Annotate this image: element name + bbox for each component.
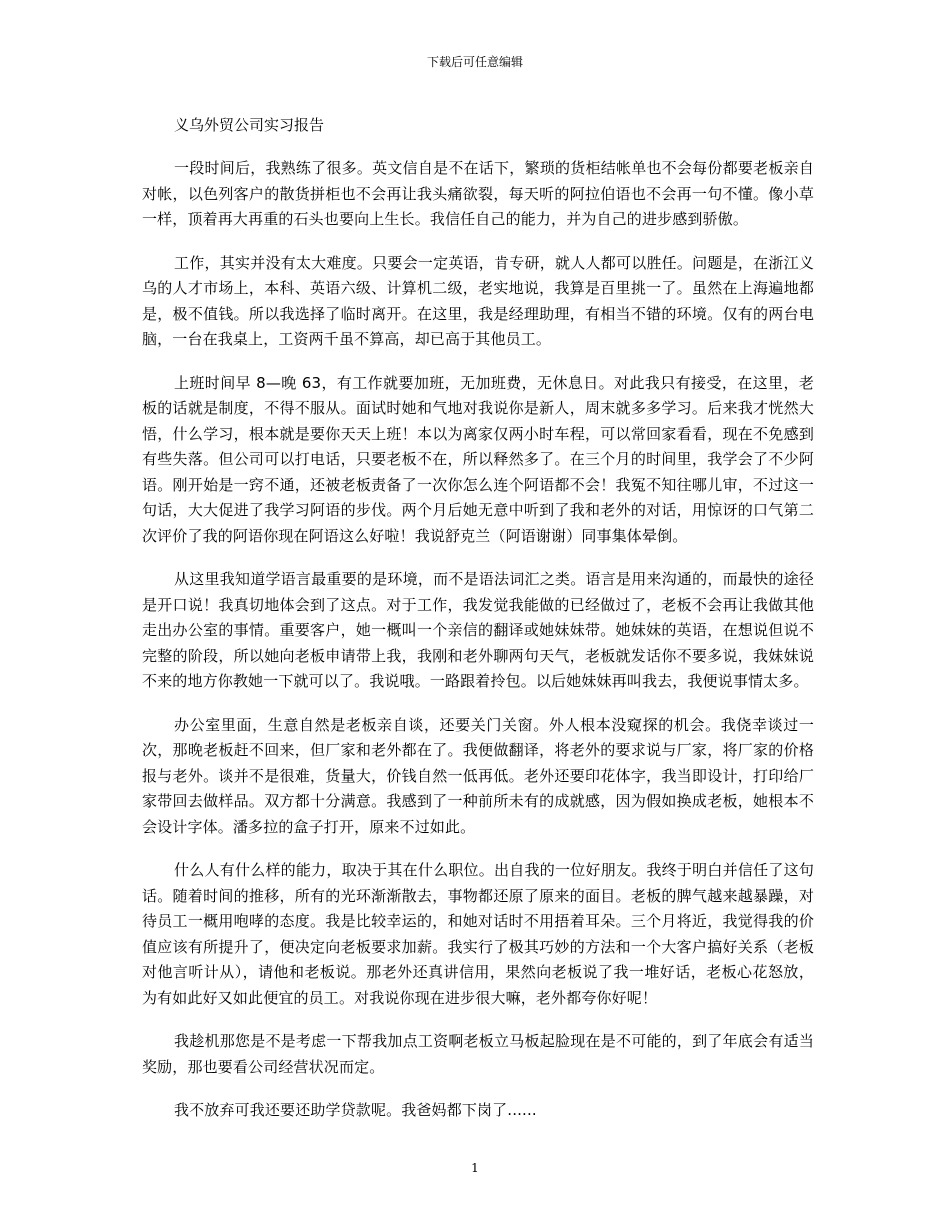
page-number: 1: [471, 1161, 479, 1175]
document-body: [142, 112, 814, 1142]
paragraph-5: 办公室里面，生意自然是老板亲自谈，还要关门关窗。外人根本没窥探的机会。我侥幸谈过一次，那晚老板赶不回来，但厂家和老外都在了。我便做翻译，将老外的要求说与厂家，将厂家的价格报与老外。谈并不是很难，货量大，价钱自然一低再低。老外还要印花体字，我当即设计，打印给厂家带回去做样品。双方都十分满意。我感到了一种前所未有的成就感，因为假如换成老板，她根本不会设计字体。潘多拉的盒子打开，原来不过如此。: [142, 715, 814, 836]
paragraph-3: 上班时间早 8—晚 63，有工作就要加班，无加班费，无休息日。对此我只有接受，在这里，老板的话就是制度，不得不服从。面试时她和气地对我说你是新人，周末就多多学习。后来我才恍然大悟，什么学习，根本就是要你天天上班！本以为离家仅两小时车程，可以常回家看看，现在不免感到有些失落。但公司可以打电话，只要老板不在，所以释然多了。在三个月的时间里，我学会了不少阿语。刚开始是一窍不通，还被老板责备了一次你怎么连个阿语都不会！我冤不知往哪儿审，不过这一句话，大大促进了我学习阿语的步伐。两个月后她无意中听到了我和老外的对话，用惊讶的口气第二次评价了我的阿语你现在阿语这么好啦！我说舒克兰（阿语谢谢）同事集体晕倒。: [142, 373, 814, 545]
paragraph-2: 工作，其实并没有太大难度。只要会一定英语，肯专研，就人人都可以胜任。问题是，在浙江义乌的人才市场上，本科、英语六级、计算机二级，老实地说，我算是百里挑一了。虽然在上海遍地都是，极不值钱。所以我选择了临时离开。在这里，我是经理助理，有相当不错的环境。仅有的两台电脑，一台在我桌上，工资两千虽不算高，却已高于其他员工。: [142, 253, 814, 348]
paragraph-7: 我趁机那您是不是考虑一下帮我加点工资啊老板立马板起脸现在是不可能的，到了年底会有适当奖励，那也要看公司经营状况而定。: [142, 1032, 814, 1076]
paragraph-6: 什么人有什么样的能力，取决于其在什么职位。出自我的一位好朋友。我终于明白并信任了这句话。随着时间的推移，所有的光环渐渐散去，事物都还原了原来的面目。老板的脾气越来越暴躁，对待员工一概用咆哮的态度。我是比较幸运的，和她对话时不用捂着耳朵。三个月将近，我觉得我的价值应该有所提升了，便决定向老板要求加薪。我实行了极其巧妙的方法和一个大客户搞好关系（老板对他言听计从），请他和老板说。那老外还真讲信用，果然向老板说了我一堆好话，老板心花怒放，为有如此好又如此便宜的员工。对我说你现在进步很大嘛，老外都夸你好呢！: [142, 861, 814, 1007]
paragraph-1: 一段时间后，我熟练了很多。英文信自是不在话下，繁琐的货柜结帐单也不会每份都要老板亲自对帐，以色列客户的散货拼柜也不会再让我头痛欲裂，每天听的阿拉伯语也不会再一句不懂。像小草一样，顶着再大再重的石头也要向上生长。我信任自己的能力，并为自己的进步感到骄傲。: [142, 159, 814, 228]
paragraph-8: 我不放弃可我还要还助学贷款呢。我爸妈都下岗了......: [174, 1101, 537, 1119]
paragraph-4: 从这里我知道学语言最重要的是环境，而不是语法词汇之类。语言是用来沟通的，而最快的途径是开口说！我真切地体会到了这点。对于工作，我发觉我能做的已经做过了，老板不会再让我做其他走出办公室的事情。重要客户，她一概叫一个亲信的翻译或她妹妹带。她妹妹的英语，在想说但说不完整的阶段，所以她向老板申请带上我，我刚和老外聊两句天气，老板就发话你不要多说，我妹妹说不来的地方你教她一下就可以了。我说哦。一路跟着拎包。以后她妹妹再叫我去，我便说事情太多。: [142, 570, 814, 690]
document-title: 义乌外贸公司实习报告: [174, 116, 325, 134]
page-header-note: 下载后可任意编辑: [426, 55, 523, 69]
